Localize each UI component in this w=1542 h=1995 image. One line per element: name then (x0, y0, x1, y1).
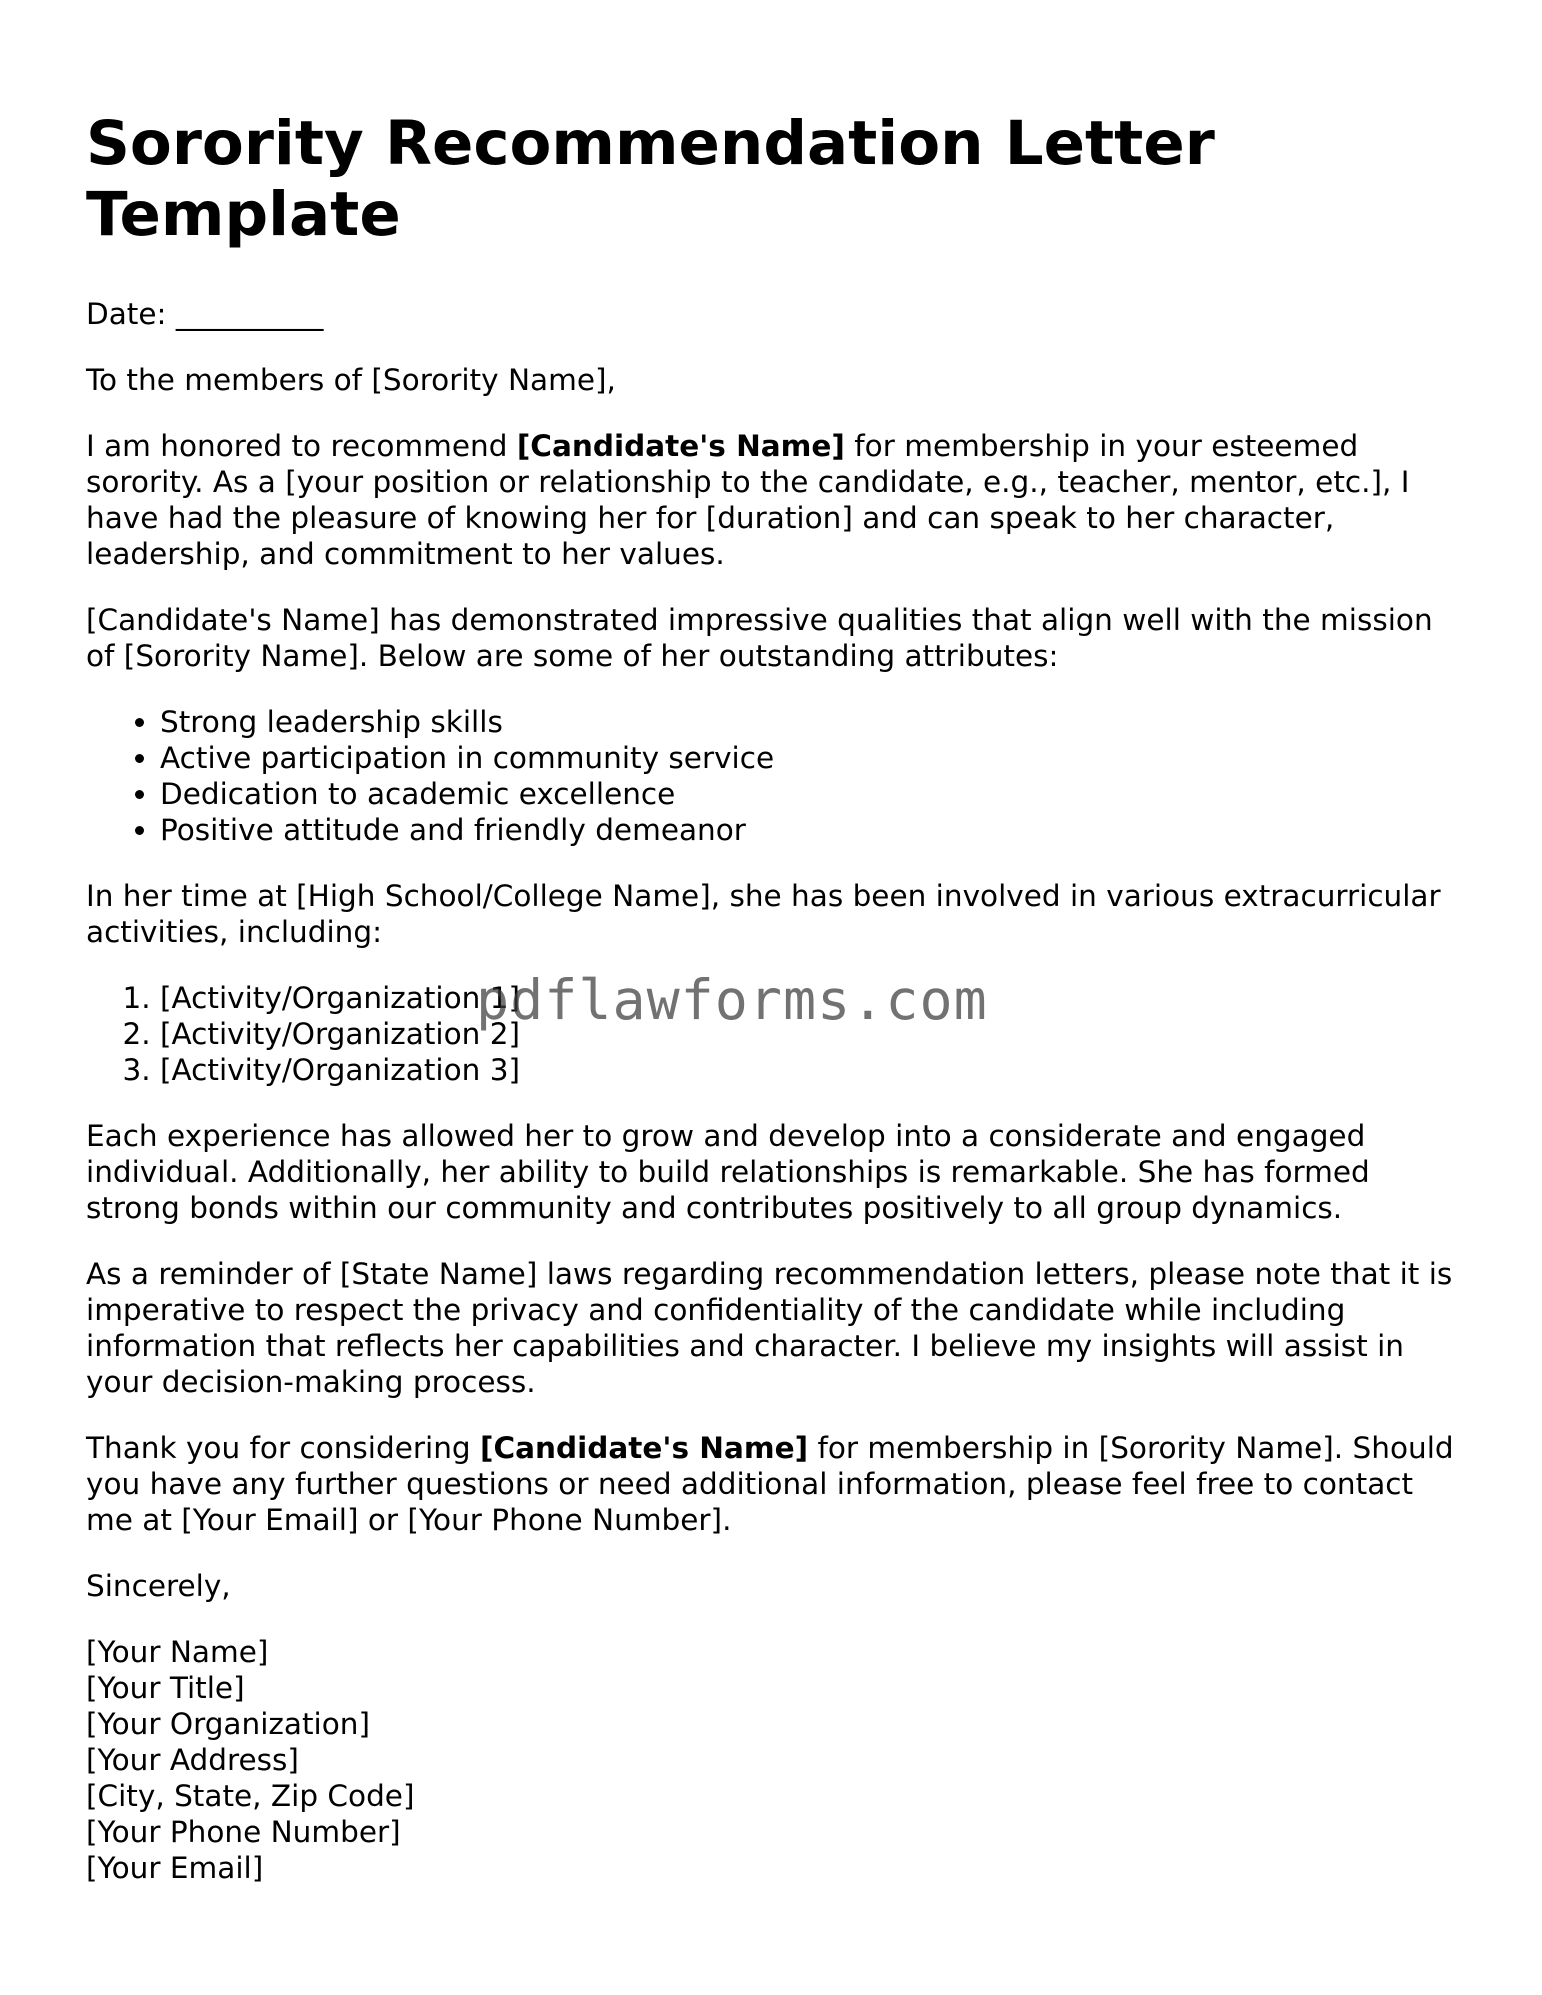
signature-name: [Your Name] (86, 1635, 269, 1669)
list-item: 1. [Activity/Organization 1] (160, 980, 1466, 1016)
attributes-list (86, 704, 1466, 848)
list-item: 2. [Activity/Organization 2] (160, 1016, 1466, 1052)
candidate-name-bold: [Candidate's Name] (516, 429, 845, 463)
list-item: • Positive attitude and friendly demeanor (160, 812, 1466, 848)
signature-address: [Your Address] (86, 1743, 299, 1777)
list-item: 3. [Activity/Organization 3] (160, 1052, 1466, 1088)
salutation: To the members of [Sorority Name], (86, 363, 616, 397)
page-title: Sorority Recommendation Letter Template (86, 108, 1215, 250)
activities-intro: In her time at [High School/College Name], she has been involved in various extracurricular activities, including: (86, 879, 1441, 949)
growth-paragraph: Each experience has allowed her to grow and develop into a considerate and engaged individual. Additionally, her ability to build relationships is remarkable. She has formed strong bonds within our community and contributes positively to all group dynamics. (86, 1119, 1370, 1225)
thanks-paragraph (86, 1430, 1466, 1538)
thanks-text-after: for membership in [Sorority Name]. Should you have any further questions or need additional information, please feel free to contact me at [Your Email] or [Your Phone Number]. (86, 1431, 1454, 1537)
law-paragraph: As a reminder of [State Name] laws regarding recommendation letters, please note that it is imperative to respect the privacy and confidentiality of the candidate while including information that reflects her capabilities and character. I believe my insights will assist in your decision-making process. (86, 1257, 1453, 1399)
date-line: Date: __________ (86, 297, 324, 331)
signature-phone: [Your Phone Number] (86, 1815, 401, 1849)
intro-text-before: I am honored to recommend (86, 429, 517, 463)
list-item: • Active participation in community service (160, 740, 1466, 776)
closing: Sincerely, (86, 1569, 231, 1603)
signature-email: [Your Email] (86, 1851, 264, 1885)
intro-text-after: for membership in your esteemed sorority. As a [your position or relationship to the candidate, e.g., teacher, mentor, etc.], I have had the pleasure of knowing her for [duration] and can speak to her character, leadership, and commitment to her values. (86, 429, 1410, 571)
list-item: • Strong leadership skills (160, 704, 1466, 740)
signature-title: [Your Title] (86, 1671, 245, 1705)
thanks-text-before: Thank you for considering (86, 1431, 481, 1465)
intro-paragraph (86, 428, 1466, 572)
signature-organization: [Your Organization] (86, 1707, 370, 1741)
qualities-intro: [Candidate's Name] has demonstrated impressive qualities that align well with the mission of [Sorority Name]. Below are some of her outstanding attributes: (86, 603, 1433, 673)
candidate-name-bold: [Candidate's Name] (480, 1431, 809, 1465)
signature-city-state-zip: [City, State, Zip Code] (86, 1779, 415, 1813)
watermark: pdflawforms.com (476, 968, 988, 1032)
list-item: • Dedication to academic excellence (160, 776, 1466, 812)
signature-block (86, 1634, 1466, 1886)
